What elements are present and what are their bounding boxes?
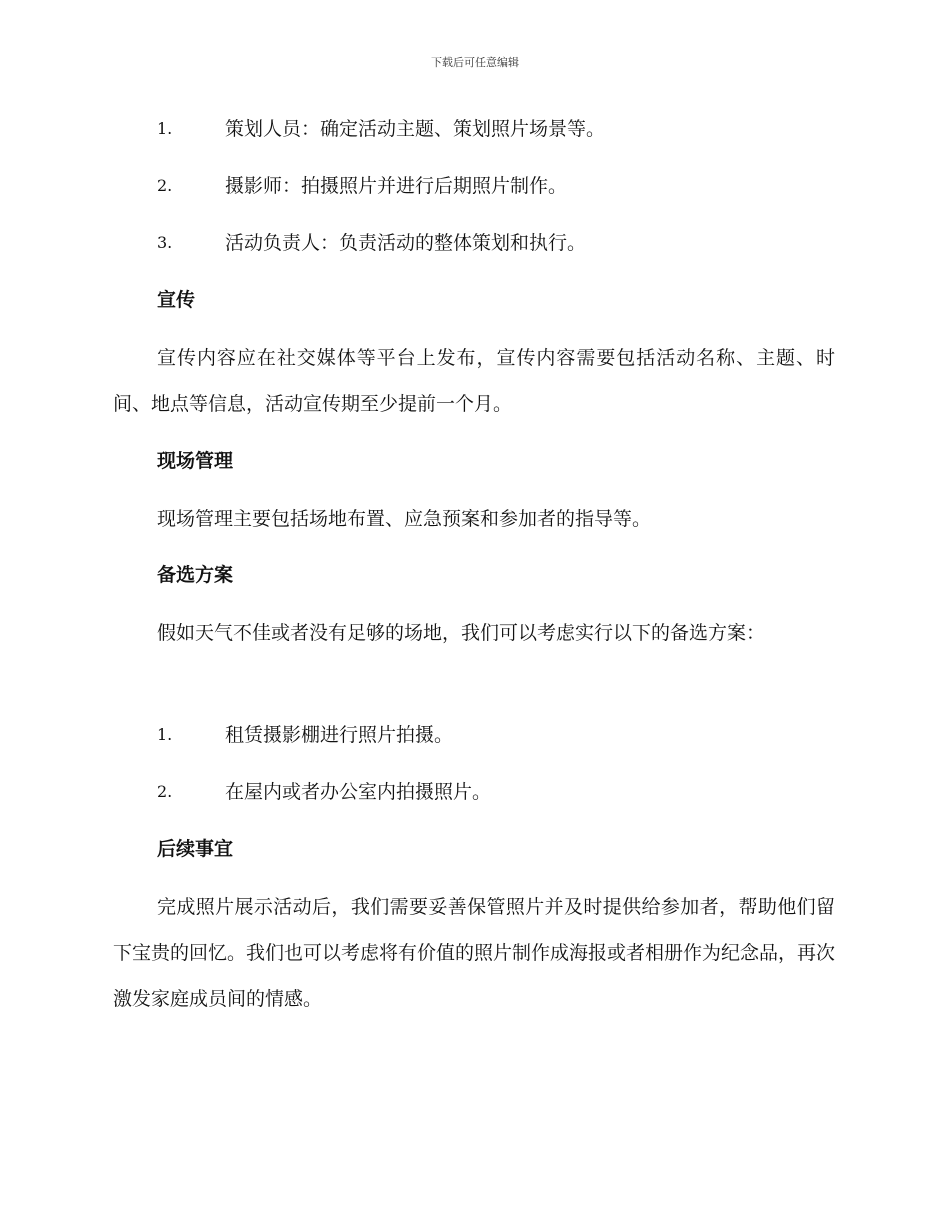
list-item-number: 2. xyxy=(157,782,173,801)
list-item xyxy=(0,113,950,145)
list-item-number: 1. xyxy=(157,119,173,138)
list-item-number: 3. xyxy=(157,233,173,252)
section-heading-followup: 后续事宜 xyxy=(157,838,234,860)
list-item xyxy=(0,719,950,751)
list-item-text: 在屋内或者办公室内拍摄照片。 xyxy=(225,781,492,803)
section-heading-onsite: 现场管理 xyxy=(157,450,234,472)
list-item-number: 2. xyxy=(157,176,173,195)
list-item xyxy=(0,170,950,202)
page-header: 下载后可任意编辑 xyxy=(431,56,519,69)
list-item-text: 摄影师：拍摄照片并进行后期照片制作。 xyxy=(225,175,568,197)
list-item-number: 1. xyxy=(157,725,173,744)
paragraph-alternatives: 假如天气不佳或者没有足够的场地，我们可以考虑实行以下的备选方案： xyxy=(157,622,766,644)
section-heading-publicity: 宣传 xyxy=(157,289,196,311)
section-heading-alternatives: 备选方案 xyxy=(157,564,234,586)
list-item xyxy=(0,776,950,808)
paragraph-publicity: 宣传内容应在社交媒体等平台上发布，宣传内容需要包括活动名称、主题、时间、地点等信息，活动宣传期至少提前一个月。 xyxy=(113,347,835,415)
paragraph-followup: 完成照片展示活动后，我们需要妥善保管照片并及时提供给参加者，帮助他们留下宝贵的回忆。我们也可以考虑将有价值的照片制作成海报或者相册作为纪念品，再次激发家庭成员间的情感。 xyxy=(113,896,836,1010)
list-item-text: 租赁摄影棚进行照片拍摄。 xyxy=(225,724,454,746)
list-item-text: 活动负责人：负责活动的整体策划和执行。 xyxy=(225,232,587,254)
paragraph-onsite: 现场管理主要包括场地布置、应急预案和参加者的指导等。 xyxy=(157,508,652,530)
list-item xyxy=(0,227,950,259)
list-item-text: 策划人员：确定活动主题、策划照片场景等。 xyxy=(225,118,606,140)
